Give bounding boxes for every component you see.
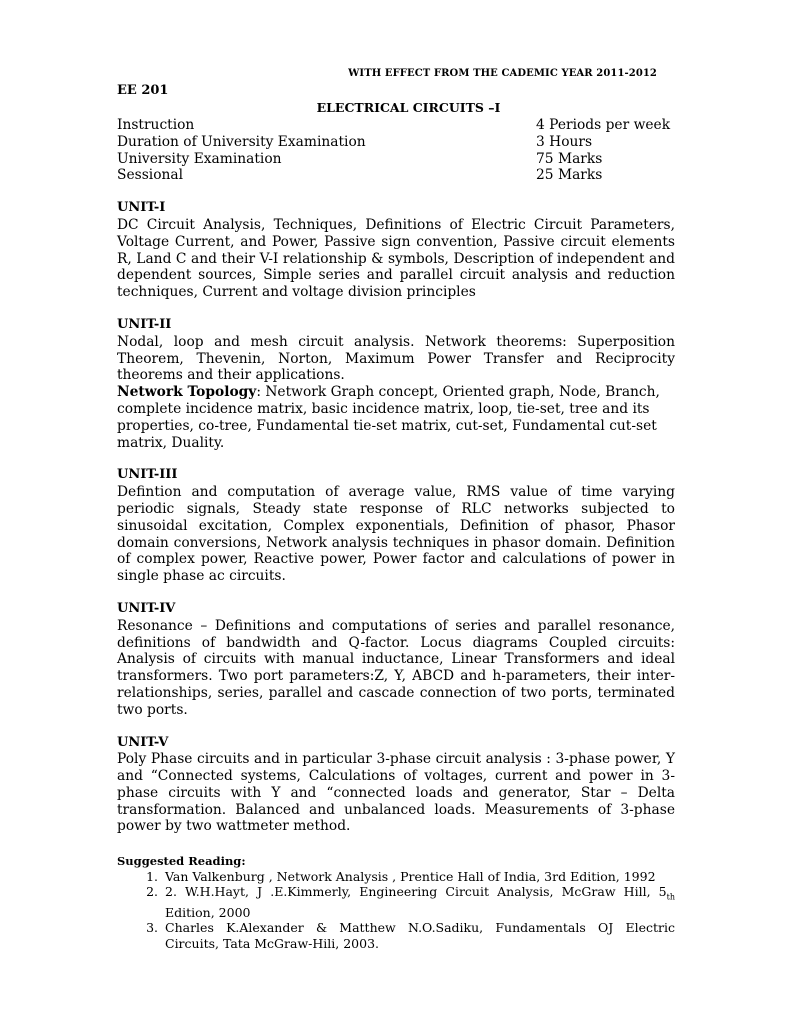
course-code: EE 201 [117, 83, 169, 98]
unit-5-section [117, 735, 675, 836]
reference-item: 1. Van Valkenburg , Network Analysis , Prentice Hall of India, 3rd Edition, 1992 [162, 869, 675, 884]
unit-content: Poly Phase circuits and in particular 3-phase circuit analysis : 3-phase power, Y and “Connected systems, Calculations of voltages, current and power in 3-phase circuits with Y and “connected loads and generator, Star – Delta transformation. Balanced and unbalanced loads. Measurements of 3-phase power by two wattmeter method. [117, 751, 675, 835]
info-row [117, 117, 675, 134]
unit-title: UNIT-III [117, 467, 178, 483]
unit-title: UNIT-II [117, 316, 172, 332]
network-topology-paragraph [117, 384, 675, 451]
network-topology-heading: Network Topology [117, 384, 257, 401]
network-topology-text: : Network Graph concept, Oriented graph, Node, Branch, complete incidence matrix, basic incidence matrix, loop, tie-set, tree and its properties, co-tree, Fundamental tie-set matrix, cut-set, Fundamental cut-set matrix, Duality. [117, 384, 660, 451]
unit-title: UNIT-I [117, 200, 166, 216]
info-label: Duration of University Examination [117, 133, 366, 150]
info-row [117, 167, 675, 184]
reference-item: 2. 2. W.H.Hayt, J .E.Kimmerly, Engineering Circuit Analysis, McGraw Hill, $5_{th}$ Edition, 2000 [162, 884, 675, 920]
info-value: 3 Hours [536, 133, 593, 150]
effect-line: WITH EFFECT FROM THE CADEMIC YEAR 2011-2012 [348, 68, 657, 79]
unit-2-section [117, 317, 675, 451]
unit-title: UNIT-V [117, 734, 169, 750]
suggested-reading-title: Suggested Reading: [117, 854, 246, 869]
unit-1-section [117, 200, 675, 301]
info-label: Sessional [117, 167, 184, 184]
syllabus-page [117, 68, 675, 951]
suggested-reading-section [117, 854, 675, 951]
info-row [117, 134, 675, 151]
info-value: 4 Periods per week [536, 117, 671, 133]
info-value: 25 Marks [536, 167, 603, 184]
unit-content: Nodal, loop and mesh circuit analysis. Network theorems: Superposition Theorem, Thevenin, Norton, Maximum Power Transfer and Reciprocity theorems and their applications. [117, 333, 675, 384]
unit-content: DC Circuit Analysis, Techniques, Definitions of Electric Circuit Parameters, Voltage Current, and Power, Passive sign convention, Passive circuit elements R, Land C and their V-I relationship & symbols, Description of independent and dependent sources, Simple series and parallel circuit analysis and reduction techniques, Current and voltage division principles [117, 216, 675, 301]
unit-content: Resonance – Definitions and computations of series and parallel resonance, definitions of bandwidth and Q-factor. Locus diagrams Coupled circuits: Analysis of circuits with manual inductance, Linear Transformers and ideal transformers. Two port parameters:Z, Y, ABCD and h-parameters, their inter-relationships, series, parallel and cascade connection of two ports, terminated two ports. [117, 617, 675, 718]
course-info-table [117, 117, 675, 184]
reference-list [117, 869, 675, 951]
info-label: Instruction [117, 117, 195, 133]
course-title: ELECTRICAL CIRCUITS –I [316, 100, 501, 115]
info-value: 75 Marks [536, 150, 603, 167]
info-label: University Examination [117, 150, 282, 167]
unit-content: Defintion and computation of average value, RMS value of time varying periodic signals, Steady state response of RLC networks subjected to sinusoidal excitation, Complex exponentials, Definition of phasor, Phasor domain conversions, Network analysis techniques in phasor domain. Definition of complex power, Reactive power, Power factor and calculations of power in single phase ac circuits. [117, 484, 675, 585]
reference-item: 3. Charles K.Alexander & Matthew N.O.Sadiku, Fundamentals OJ Electric Circuits, Tata McGraw-Hili, 2003. [162, 920, 675, 950]
unit-title: UNIT-IV [117, 600, 176, 616]
unit-3-section [117, 467, 675, 585]
info-row [117, 151, 675, 168]
unit-4-section [117, 601, 675, 719]
